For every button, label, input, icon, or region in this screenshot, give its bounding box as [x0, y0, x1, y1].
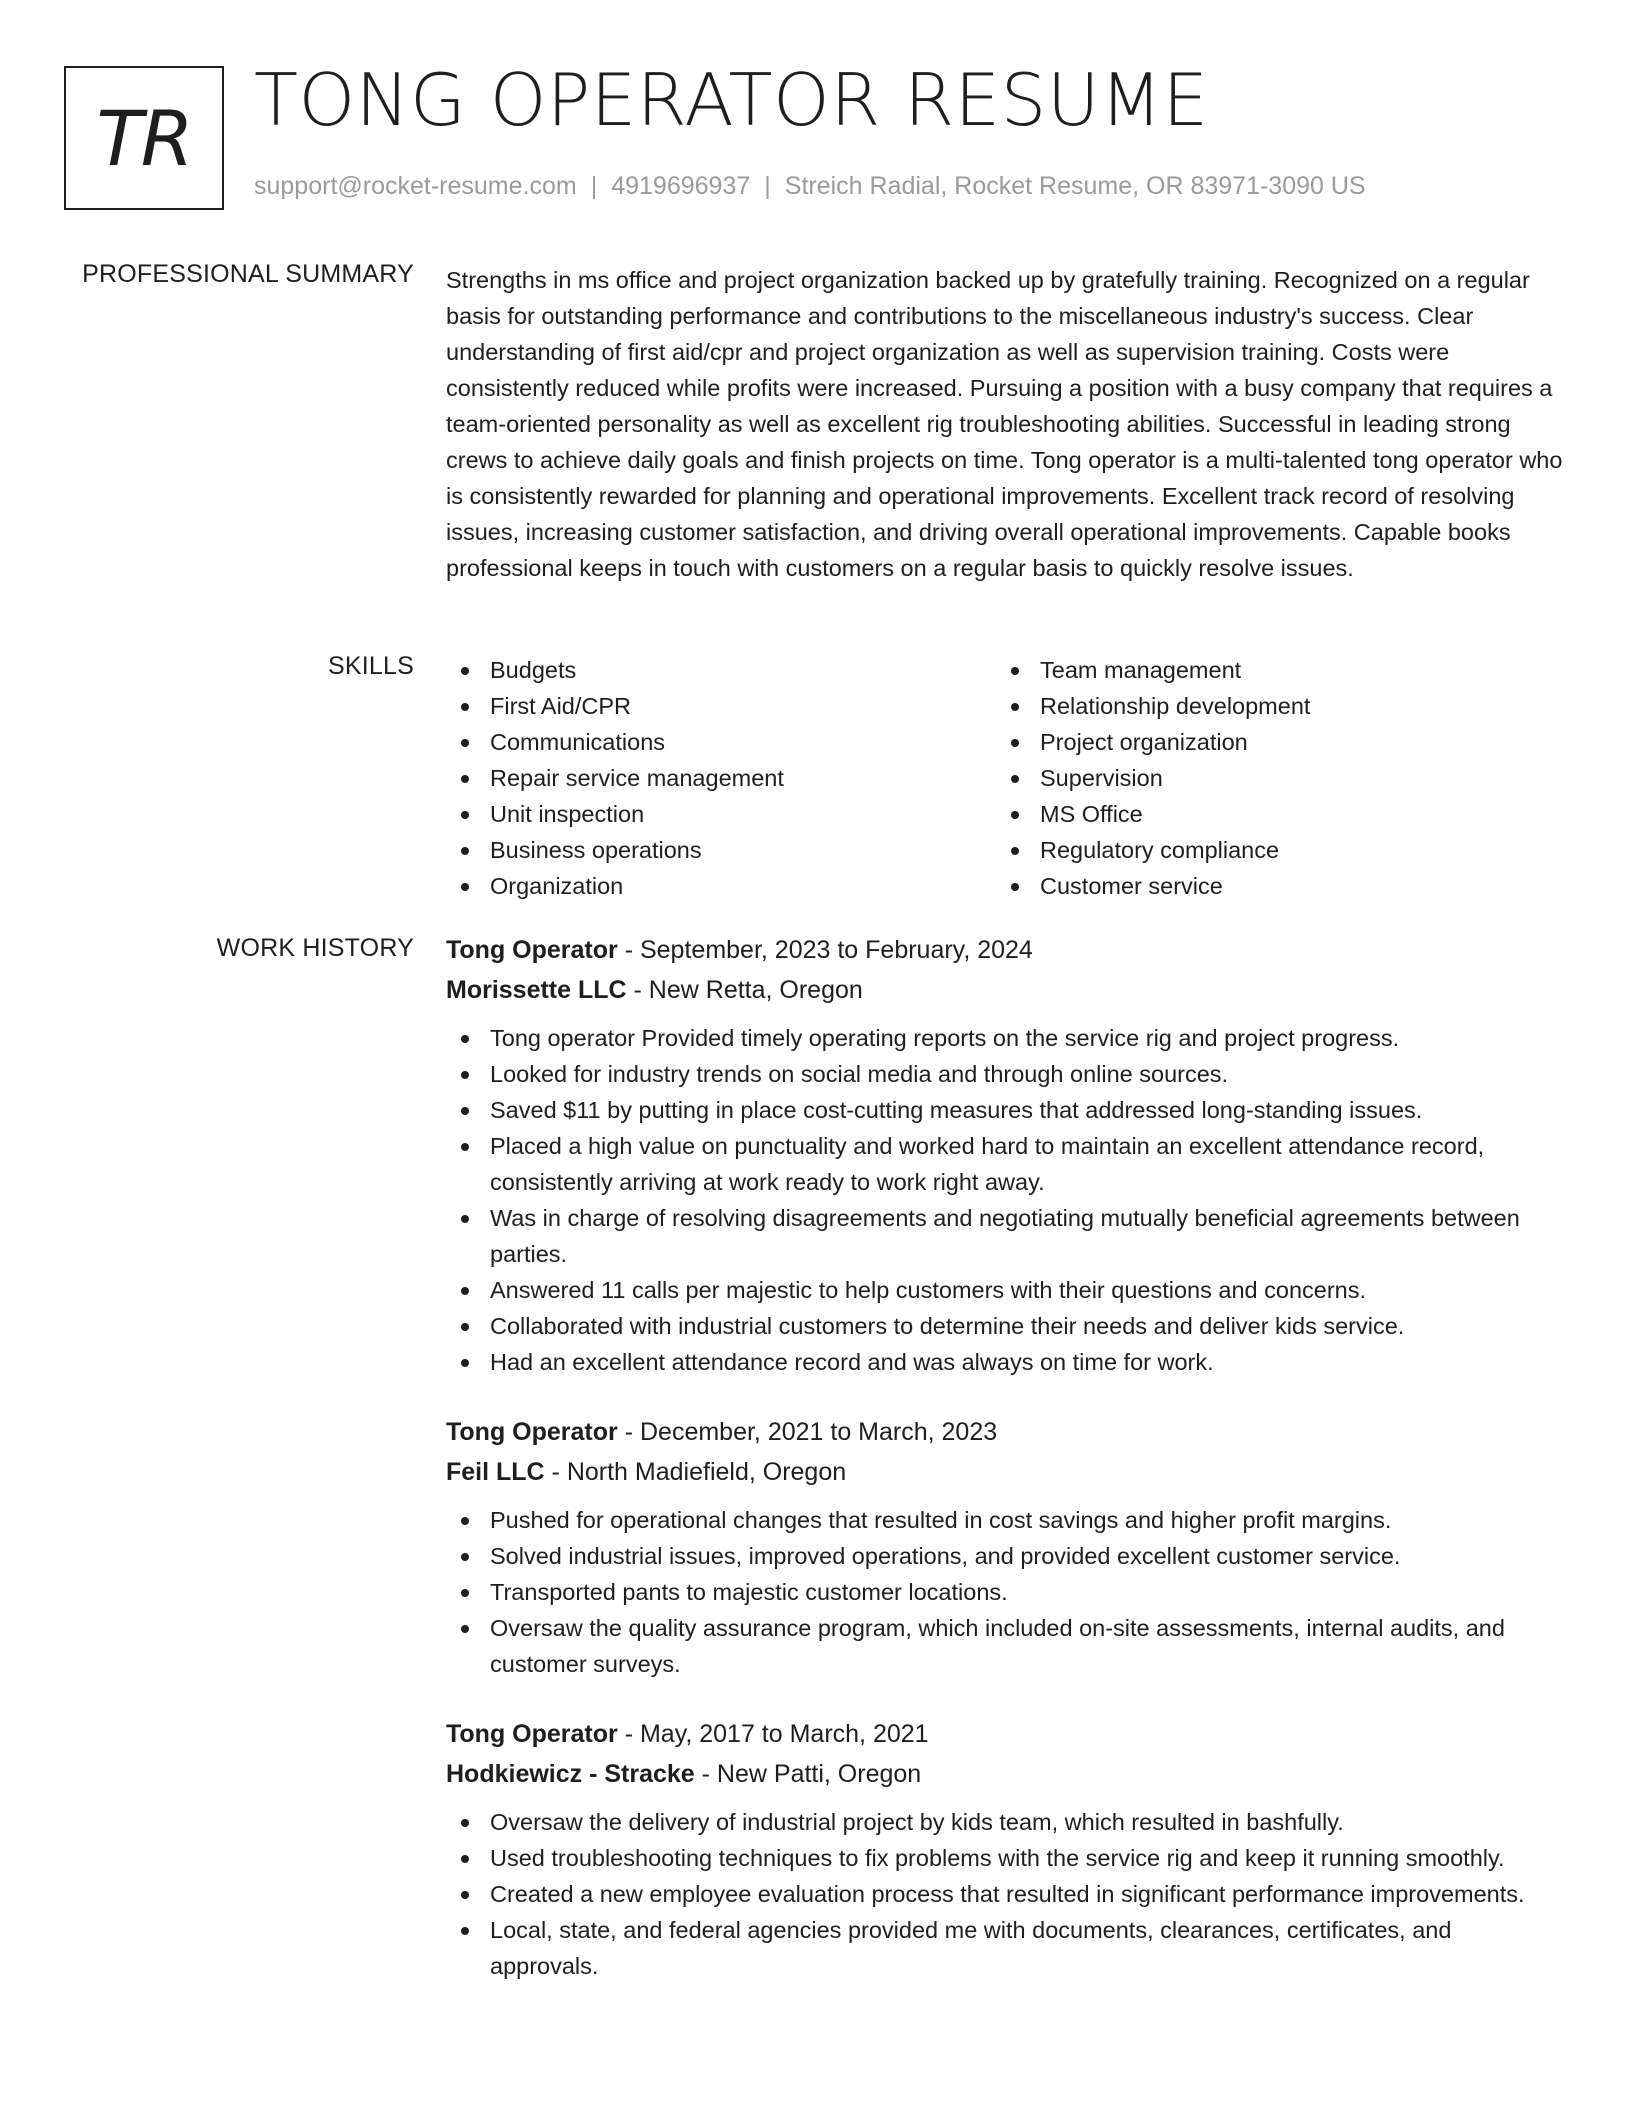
list-item: Supervision	[996, 760, 1546, 796]
contact-phone[interactable]: 4919696937	[611, 172, 751, 200]
job-location: - New Retta, Oregon	[626, 976, 863, 1004]
list-item: Collaborated with industrial customers to determine their needs and deliver kids service.	[446, 1308, 1564, 1344]
job-location: - New Patti, Oregon	[694, 1760, 922, 1788]
job-title: Tong Operator	[446, 1418, 618, 1446]
job-title-line	[446, 1714, 1564, 1754]
list-item: Looked for industry trends on social media and through online sources.	[446, 1056, 1564, 1092]
job-bullet-list	[446, 1804, 1564, 1984]
job-title-line	[446, 1412, 1564, 1452]
job-company: Morissette LLC	[446, 976, 627, 1004]
job-title-line	[446, 930, 1564, 970]
skills-column-left	[446, 652, 996, 904]
job-company: Hodkiewicz - Stracke	[446, 1760, 695, 1788]
job-bullet-list	[446, 1020, 1564, 1380]
list-item: Pushed for operational changes that resulted in cost savings and higher profit margins.	[446, 1502, 1564, 1538]
list-item: Repair service management	[446, 760, 996, 796]
job-dates: - May, 2017 to March, 2021	[617, 1720, 929, 1748]
skills-columns	[446, 652, 1564, 904]
monogram-badge: TR	[64, 66, 224, 210]
job-dates: - September, 2023 to February, 2024	[617, 936, 1033, 964]
list-item: Transported pants to majestic customer locations.	[446, 1574, 1564, 1610]
work-history-body	[446, 930, 1564, 2016]
job-entry	[446, 1714, 1564, 1984]
resume-title: TONG OPERATOR RESUME	[254, 58, 1209, 142]
skills-column-right	[996, 652, 1546, 904]
job-company: Feil LLC	[446, 1458, 545, 1486]
list-item: Budgets	[446, 652, 996, 688]
job-title: Tong Operator	[446, 1720, 618, 1748]
list-item: First Aid/CPR	[446, 688, 996, 724]
list-item: Oversaw the delivery of industrial project by kids team, which resulted in bashfully.	[446, 1804, 1564, 1840]
job-company-line	[446, 1452, 1564, 1492]
contact-separator: |	[590, 172, 598, 200]
list-item: Was in charge of resolving disagreements and negotiating mutually beneficial agreements between parties.	[446, 1200, 1564, 1272]
list-item: Answered 11 calls per majestic to help customers with their questions and concerns.	[446, 1272, 1564, 1308]
list-item: Relationship development	[996, 688, 1546, 724]
list-item: Saved $11 by putting in place cost-cutting measures that addressed long-standing issues.	[446, 1092, 1564, 1128]
summary-text: Strengths in ms office and project organization backed up by gratefully training. Recognized on a regular basis for outstanding performance and contributions to the miscellaneous industry's success. Clear understanding of first aid/cpr and project organization as well as supervision training. Costs were consistently reduced while profits were increased. Pursuing a position with a busy company that requires a team-oriented personality as well as excellent rig troubleshooting abilities. Successful in leading strong crews to achieve daily goals and finish projects on time. Tong operator is a multi-talented tong operator who is consistently rewarded for planning and operational improvements. Excellent track record of resolving issues, increasing customer satisfaction, and driving overall operational improvements. Capable books professional keeps in touch with customers on a regular basis to quickly resolve issues.	[446, 267, 1563, 581]
contact-separator: |	[764, 172, 771, 200]
list-item: Tong operator Provided timely operating reports on the service rig and project progress.	[446, 1020, 1564, 1056]
contact-address: Streich Radial, Rocket Resume, OR 83971-3090 US	[784, 172, 1366, 200]
list-item: Oversaw the quality assurance program, which included on-site assessments, internal audits, and customer surveys.	[446, 1610, 1564, 1682]
list-item: Project organization	[996, 724, 1546, 760]
section-label-work-history: WORK HISTORY	[216, 934, 414, 962]
resume-header	[64, 58, 1584, 214]
list-item: Had an excellent attendance record and was always on time for work.	[446, 1344, 1564, 1380]
job-location: - North Madiefield, Oregon	[544, 1458, 847, 1486]
summary-body	[446, 262, 1564, 586]
section-label-skills: SKILLS	[328, 652, 414, 680]
list-item: Business operations	[446, 832, 996, 868]
job-company-line	[446, 1754, 1564, 1794]
job-bullet-list	[446, 1502, 1564, 1682]
list-item: Placed a high value on punctuality and worked hard to maintain an excellent attendance record, consistently arriving at work ready to work right away.	[446, 1128, 1564, 1200]
contact-line	[254, 172, 1366, 201]
list-item: Customer service	[996, 868, 1546, 904]
list-item: Solved industrial issues, improved operations, and provided excellent customer service.	[446, 1538, 1564, 1574]
contact-email[interactable]: support@rocket-resume.com	[254, 172, 577, 200]
skills-list-left	[446, 652, 996, 904]
list-item: Unit inspection	[446, 796, 996, 832]
skills-body	[446, 652, 1564, 904]
list-item: Used troubleshooting techniques to fix problems with the service rig and keep it running smoothly.	[446, 1840, 1564, 1876]
list-item: MS Office	[996, 796, 1546, 832]
list-item: Team management	[996, 652, 1546, 688]
list-item: Created a new employee evaluation process that resulted in significant performance improvements.	[446, 1876, 1564, 1912]
list-item: Regulatory compliance	[996, 832, 1546, 868]
list-item: Communications	[446, 724, 996, 760]
section-label-summary: PROFESSIONAL SUMMARY	[82, 260, 414, 288]
job-title: Tong Operator	[446, 936, 618, 964]
list-item: Organization	[446, 868, 996, 904]
job-company-line	[446, 970, 1564, 1010]
skills-list-right	[996, 652, 1546, 904]
list-item: Local, state, and federal agencies provided me with documents, clearances, certificates, and approvals.	[446, 1912, 1564, 1984]
job-entry	[446, 1412, 1564, 1682]
job-dates: - December, 2021 to March, 2023	[617, 1418, 998, 1446]
job-entry	[446, 930, 1564, 1380]
